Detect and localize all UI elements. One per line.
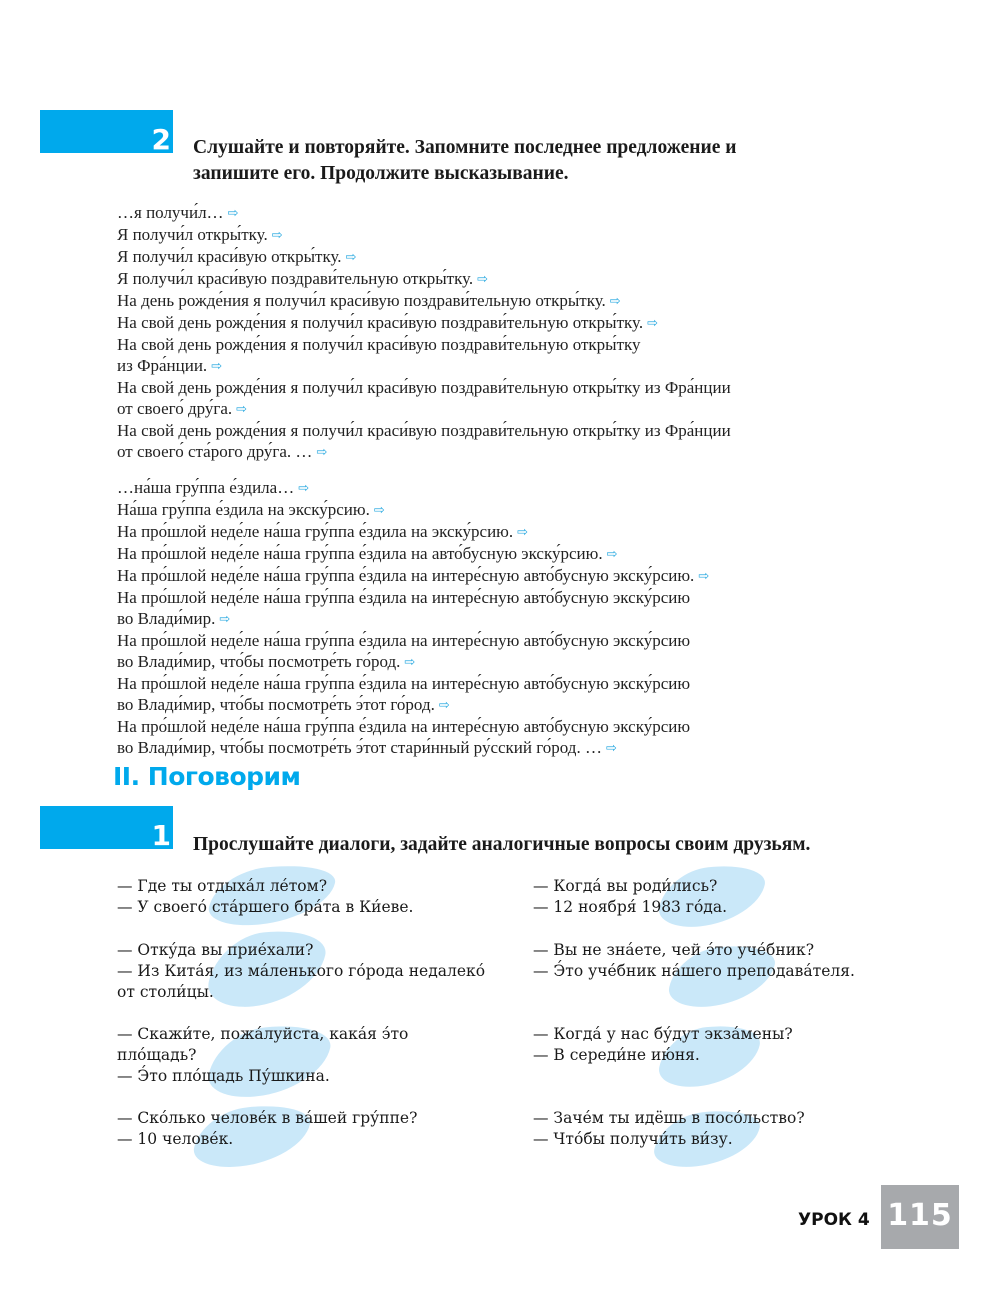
dialog: [117, 1108, 517, 1150]
lesson-label: УРОК 4: [798, 1210, 870, 1230]
phrase-line: [117, 312, 897, 334]
phrase-text: …на́ша гру́ппа е́здила…: [117, 478, 295, 497]
audio-arrow-icon[interactable]: ⇨: [517, 525, 529, 540]
dialog-line: — Вы не зна́ете, чей э́то уче́бник?: [533, 941, 815, 959]
phrase-text: Я получи́л откры́тку.: [117, 225, 268, 244]
exercise-1-instructions: Прослушайте диалоги, задайте аналогичные вопросы своим друзьям.: [193, 834, 811, 855]
dialog-line: — Когда́ вы роди́лись?: [533, 877, 718, 895]
dialog-line: — Э́то уче́бник на́шего преподава́теля.: [533, 962, 855, 980]
phrase-line: [117, 420, 897, 441]
section-title: II. Поговорим: [113, 762, 301, 791]
phrase-line: [117, 202, 897, 224]
phrase-text: от своего́ ста́рого дру́га. …: [117, 442, 313, 461]
phrase-text: На про́шлой неде́ле на́ша гру́ппа е́здила на авто́бусную экску́рсию.: [117, 544, 603, 563]
phrase-line: [117, 565, 897, 587]
exercise-2-title-line-1: Слушайте и повторяйте. Запомните последнее предложение и: [193, 137, 737, 158]
phrase-line: [117, 587, 897, 608]
dialog-line: пло́щадь?: [117, 1046, 197, 1064]
exercise-1-number-box: [40, 806, 173, 852]
phrase-text: На про́шлой неде́ле на́ша гру́ппа е́здила на интере́сную авто́бусную экску́рсию: [117, 588, 691, 607]
phrase-line: [117, 224, 897, 246]
audio-arrow-icon[interactable]: ⇨: [647, 316, 658, 331]
exercise-2-instructions: [193, 135, 737, 187]
dialog-line: — Что́бы получи́ть ви́зу.: [533, 1130, 733, 1148]
dialog-line: — Из Кита́я, из ма́ленького го́рода недалеко́: [117, 962, 486, 980]
phrase-text: из Фра́нции.: [117, 356, 208, 375]
phrase-text: На про́шлой неде́ле на́ша гру́ппа е́здила на интере́сную авто́бусную экску́рсию: [117, 674, 691, 693]
phrase-line: [117, 608, 897, 630]
exercise-2-block-2: [117, 477, 897, 759]
dialog-line: — 10 челове́к.: [117, 1130, 234, 1148]
phrase-text: На свой день рожде́ния я получи́л краси́вую поздрави́тельную откры́тку из Фра́нции: [117, 378, 731, 397]
phrase-line: [117, 716, 897, 737]
dialog-line: — Скажи́те, пожа́луйста, кака́я э́то: [117, 1025, 409, 1043]
audio-arrow-icon[interactable]: ⇨: [404, 655, 416, 670]
audio-arrow-icon[interactable]: ⇨: [298, 481, 310, 496]
dialog-line: — Отку́да вы прие́хали?: [117, 941, 314, 959]
exercise-1-number: 1: [151, 819, 171, 852]
audio-arrow-icon[interactable]: ⇨: [438, 698, 450, 713]
phrase-text: во Влади́мир, что́бы посмотре́ть э́тот го́род.: [117, 695, 435, 714]
audio-arrow-icon[interactable]: ⇨: [227, 206, 239, 221]
phrase-text: На про́шлой неде́ле на́ша гру́ппа е́здила на экску́рсию.: [117, 522, 514, 541]
dialog: [533, 1108, 933, 1150]
phrase-text: во Влади́мир.: [117, 609, 216, 628]
audio-arrow-icon[interactable]: ⇨: [606, 547, 618, 562]
phrase-line: [117, 499, 897, 521]
phrase-line: [117, 673, 897, 694]
phrase-text: во Влади́мир, что́бы посмотре́ть го́род.: [117, 652, 401, 671]
dialogs-area: [117, 876, 897, 1166]
dialog-line: — 12 ноября́ 1983 го́да.: [533, 898, 728, 916]
phrase-line: [117, 268, 897, 290]
phrase-line: [117, 521, 897, 543]
phrase-line: [117, 377, 897, 398]
phrase-text: На про́шлой неде́ле на́ша гру́ппа е́здила на интере́сную авто́бусную экску́рсию.: [117, 566, 695, 585]
exercise-2-title-line-2: запишите его. Продолжите высказывание.: [193, 163, 569, 184]
dialog: [117, 940, 517, 1003]
phrase-line: [117, 694, 897, 716]
phrase-text: На́ша гру́ппа е́здила на экску́рсию.: [117, 500, 370, 519]
audio-arrow-icon[interactable]: ⇨: [698, 569, 710, 584]
audio-arrow-icon[interactable]: ⇨: [609, 294, 621, 309]
phrase-text: …я получи́л…: [117, 203, 224, 222]
dialog: [533, 1024, 933, 1066]
phrase-text: На свой день рожде́ния я получи́л краси́вую поздрави́тельную откры́тку: [117, 335, 641, 354]
phrase-line: [117, 477, 897, 499]
page-number-box: [881, 1185, 959, 1249]
dialog: [117, 1024, 517, 1087]
audio-arrow-icon[interactable]: ⇨: [373, 503, 385, 518]
phrase-line: [117, 737, 897, 759]
audio-arrow-icon[interactable]: ⇨: [345, 250, 357, 265]
dialog-line: от столи́цы.: [117, 983, 214, 1001]
audio-arrow-icon[interactable]: ⇨: [219, 612, 231, 627]
phrase-text: Я получи́л краси́вую поздрави́тельную откры́тку.: [117, 269, 474, 288]
audio-arrow-icon[interactable]: ⇨: [605, 741, 617, 756]
phrase-text: На про́шлой неде́ле на́ша гру́ппа е́здила на интере́сную авто́бусную экску́рсию: [117, 717, 691, 736]
phrase-text: Я получи́л краси́вую откры́тку.: [117, 247, 342, 266]
audio-arrow-icon[interactable]: ⇨: [477, 272, 489, 287]
exercise-2-number: 2: [151, 123, 171, 156]
dialog-line: — Ско́лько челове́к в ва́шей гру́ппе?: [117, 1109, 418, 1127]
phrase-text: На день рожде́ния я получи́л краси́вую поздрави́тельную откры́тку.: [117, 291, 606, 310]
phrase-line: [117, 651, 897, 673]
phrase-line: [117, 398, 897, 420]
exercise-2-number-box: [40, 110, 173, 156]
dialog-line: — Заче́м ты идёшь в посо́льство?: [533, 1109, 805, 1127]
phrase-text: На свой день рожде́ния я получи́л краси́вую поздрави́тельную откры́тку из Фра́нции: [117, 421, 731, 440]
dialog-line: — Э́то пло́щадь Пу́шкина.: [117, 1067, 330, 1085]
dialog: [533, 940, 933, 982]
dialog-line: — У своего́ ста́ршего бра́та в Ки́еве.: [117, 898, 414, 916]
phrase-line: [117, 334, 897, 355]
page-number: 115: [887, 1198, 953, 1233]
phrase-text: от своего́ дру́га.: [117, 399, 233, 418]
phrase-line: [117, 630, 897, 651]
phrase-text: На про́шлой неде́ле на́ша гру́ппа е́здила на интере́сную авто́бусную экску́рсию: [117, 631, 691, 650]
audio-arrow-icon[interactable]: ⇨: [236, 402, 248, 417]
exercise-2-block-1: [117, 202, 897, 463]
phrase-line: [117, 290, 897, 312]
dialog: [533, 876, 933, 918]
audio-arrow-icon[interactable]: ⇨: [211, 359, 223, 374]
dialog-line: — Когда́ у нас бу́дут экза́мены?: [533, 1025, 793, 1043]
audio-arrow-icon[interactable]: ⇨: [316, 445, 328, 460]
dialog: [117, 876, 517, 918]
dialog-line: — В середи́не ию́ня.: [533, 1046, 700, 1064]
phrase-line: [117, 441, 897, 463]
phrase-line: [117, 355, 897, 377]
phrase-text: На свой день рожде́ния я получи́л краси́вую поздрави́тельную откры́тку.: [117, 313, 644, 332]
phrase-text: во Влади́мир, что́бы посмотре́ть э́тот стари́нный ру́сский го́род. …: [117, 738, 602, 757]
phrase-line: [117, 246, 897, 268]
dialog-line: — Где ты отдыха́л ле́том?: [117, 877, 328, 895]
audio-arrow-icon[interactable]: ⇨: [271, 228, 283, 243]
phrase-line: [117, 543, 897, 565]
